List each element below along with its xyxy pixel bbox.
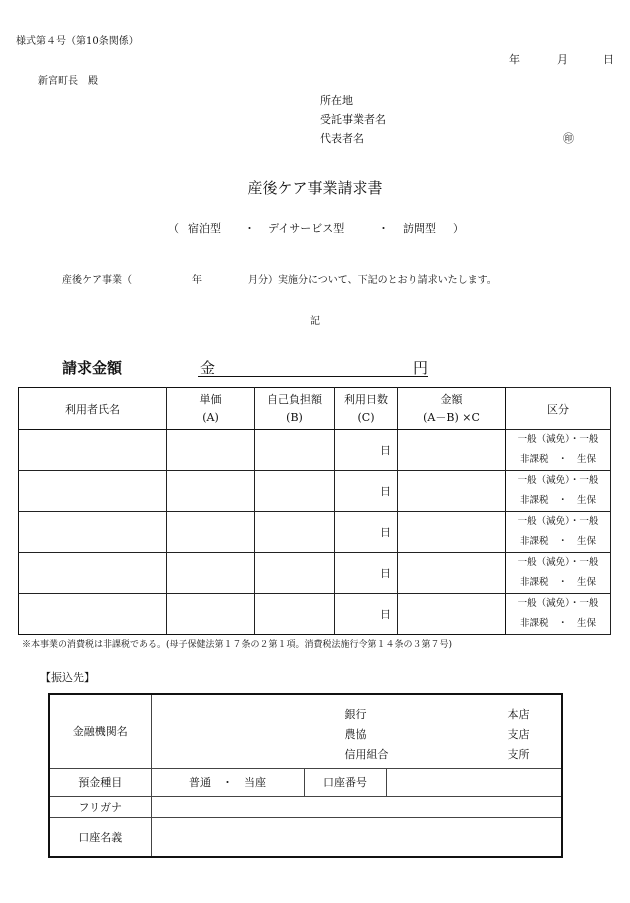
holder-row — [49, 817, 562, 857]
contractor-label: 受託事業者名 — [320, 113, 386, 126]
category-line2: 非課税 ・ 生保 — [519, 495, 596, 506]
bank-account-table — [48, 693, 563, 858]
self-pay-cell[interactable] — [255, 594, 335, 635]
service-type-visit: 訪問型 — [403, 222, 436, 235]
unit-price-cell[interactable] — [167, 594, 255, 635]
unit-price-cell[interactable] — [167, 471, 255, 512]
invoice-table — [18, 387, 611, 635]
self-pay-cell[interactable] — [255, 512, 335, 553]
header-self-pay — [255, 388, 335, 430]
header-amount-label: 金額 — [440, 392, 463, 406]
statement-prefix: 産後ケア事業（ — [62, 275, 132, 286]
self-pay-cell[interactable] — [255, 553, 335, 594]
branch-label: 支店 — [507, 728, 530, 741]
billing-en: 円 — [413, 359, 429, 377]
branch-types — [508, 705, 530, 765]
header-self-pay-label: 自己負担額 — [267, 392, 322, 406]
addressee: 新宮町長 殿 — [38, 76, 98, 87]
category-line2: 非課税 ・ 生保 — [519, 577, 596, 588]
invoice-row — [19, 471, 611, 512]
date-year-label: 年 — [509, 53, 520, 66]
account-number-field[interactable] — [386, 768, 562, 796]
furigana-field[interactable] — [151, 796, 562, 817]
billing-underline — [198, 376, 428, 377]
sub-branch-label: 支所 — [507, 748, 530, 761]
category-line2: 非課税 ・ 生保 — [519, 618, 596, 629]
user-name-cell[interactable] — [19, 594, 167, 635]
invoice-row — [19, 512, 611, 553]
service-type-overnight: 宿泊型 — [188, 222, 221, 235]
category-cell[interactable] — [506, 512, 611, 553]
category-cell[interactable] — [506, 553, 611, 594]
service-type-sep2: ・ — [378, 222, 389, 235]
unit-price-cell[interactable] — [167, 553, 255, 594]
billing-kin: 金 — [200, 359, 216, 377]
representative-label: 代表者名 — [320, 132, 364, 145]
institution-types — [345, 705, 389, 765]
category-cell[interactable] — [506, 430, 611, 471]
invoice-row — [19, 553, 611, 594]
tax-note: ※本事業の消費税は非課税である。(母子保健法第１７条の２第１項。消費税法施行令第１４条の３第７号) — [22, 640, 453, 650]
seal-mark: ㊞ — [563, 132, 574, 145]
days-cell[interactable]: 日 — [335, 553, 398, 594]
service-type-close: ） — [453, 222, 464, 235]
credit-union-label: 信用組合 — [344, 748, 389, 761]
account-type-options[interactable]: 普通 ・ 当座 — [151, 768, 304, 796]
days-cell[interactable]: 日 — [335, 512, 398, 553]
noukyou-label: 農協 — [344, 728, 367, 741]
bank-label: 銀行 — [344, 708, 367, 721]
furigana-label: フリガナ — [49, 796, 151, 817]
header-days — [335, 388, 398, 430]
header-user-name: 利用者氏名 — [19, 388, 167, 430]
user-name-cell[interactable] — [19, 512, 167, 553]
unit-price-cell[interactable] — [167, 512, 255, 553]
head-office-label: 本店 — [507, 708, 530, 721]
address-label: 所在地 — [320, 94, 353, 107]
date-month-label: 月 — [557, 53, 568, 66]
holder-field[interactable] — [151, 817, 562, 857]
transfer-heading: 【振込先】 — [40, 671, 95, 684]
self-pay-cell[interactable] — [255, 471, 335, 512]
amount-cell[interactable] — [398, 553, 506, 594]
institution-label: 金融機関名 — [49, 694, 151, 768]
date-day-label: 日 — [603, 53, 614, 66]
statement-rest: 月分）実施分について、下記のとおり請求いたします。 — [248, 275, 497, 286]
statement-year: 年 — [192, 275, 202, 286]
holder-label: 口座名義 — [49, 817, 151, 857]
category-cell[interactable] — [506, 594, 611, 635]
category-line1: 一般（減免）・一般 — [517, 475, 599, 486]
ki-mark: 記 — [310, 316, 320, 327]
document-title: 産後ケア事業請求書 — [247, 179, 383, 197]
billing-label: 請求金額 — [62, 359, 123, 377]
service-type-dayservice: デイサービス型 — [268, 222, 345, 235]
category-line1: 一般（減免）・一般 — [517, 557, 599, 568]
service-type-sep1: ・ — [244, 222, 255, 235]
header-amount-sub: (A－B) ×C — [423, 410, 480, 424]
invoice-row — [19, 430, 611, 471]
category-line1: 一般（減免）・一般 — [517, 434, 599, 445]
header-self-pay-sub: (B) — [286, 410, 303, 424]
amount-cell[interactable] — [398, 430, 506, 471]
form-number: 様式第４号（第10条関係） — [16, 36, 139, 47]
institution-field[interactable] — [151, 694, 562, 768]
institution-row — [49, 694, 562, 768]
self-pay-cell[interactable] — [255, 430, 335, 471]
furigana-row — [49, 796, 562, 817]
service-type-open: （ — [168, 222, 179, 235]
days-cell[interactable]: 日 — [335, 430, 398, 471]
user-name-cell[interactable] — [19, 553, 167, 594]
unit-price-cell[interactable] — [167, 430, 255, 471]
header-amount — [398, 388, 506, 430]
header-unit-price — [167, 388, 255, 430]
invoice-header-row — [19, 388, 611, 430]
account-type-row — [49, 768, 562, 796]
category-cell[interactable] — [506, 471, 611, 512]
days-cell[interactable]: 日 — [335, 594, 398, 635]
invoice-row — [19, 594, 611, 635]
user-name-cell[interactable] — [19, 471, 167, 512]
header-unit-price-label: 単価 — [199, 392, 222, 406]
header-unit-price-sub: (A) — [202, 410, 219, 424]
amount-cell[interactable] — [398, 512, 506, 553]
category-line1: 一般（減免）・一般 — [517, 598, 599, 609]
account-type-label: 預金種目 — [49, 768, 151, 796]
category-line2: 非課税 ・ 生保 — [519, 536, 596, 547]
user-name-cell[interactable] — [19, 430, 167, 471]
amount-cell[interactable] — [398, 594, 506, 635]
amount-cell[interactable] — [398, 471, 506, 512]
account-number-label: 口座番号 — [304, 768, 386, 796]
header-days-label: 利用日数 — [344, 392, 388, 406]
days-cell[interactable]: 日 — [335, 471, 398, 512]
header-days-sub: (C) — [357, 410, 375, 424]
header-category: 区分 — [506, 388, 611, 430]
service-type-line — [0, 220, 630, 236]
category-line1: 一般（減免）・一般 — [517, 516, 599, 527]
category-line2: 非課税 ・ 生保 — [519, 454, 596, 465]
